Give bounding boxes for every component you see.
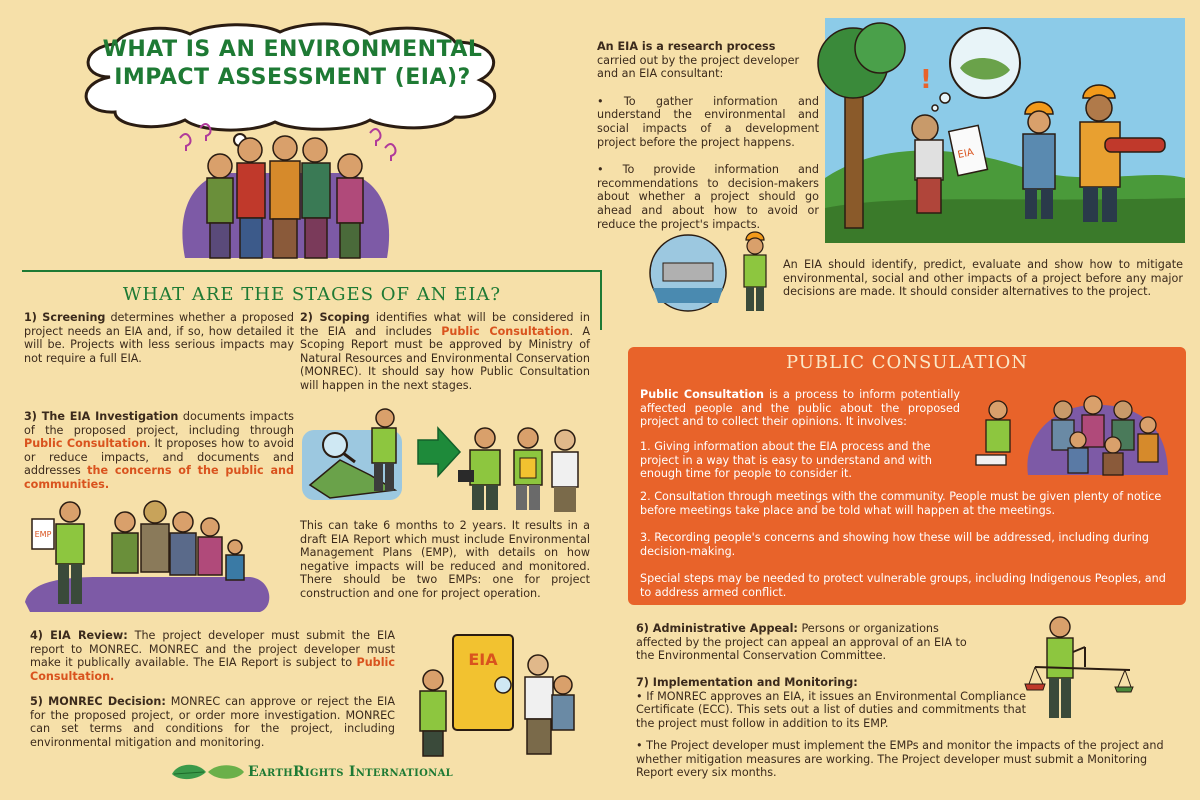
dam-engineer-illustration [648, 228, 768, 313]
stage-implementation-bullet-1: • If MONREC approves an EIA, it issues an Environmental Compliance Certificate (ECC). This sets out a list of duties and commitments that the project must follow in addition to its EMP. [636, 689, 1026, 730]
research-heading: An EIA is a research process [597, 40, 776, 53]
footer-logo-text: EarthRights International [248, 764, 453, 780]
stage-screening-text: determines whether a proposed project needs an EIA and, if so, how detailed it will be. Projects with less serious impacts may not require a full EIA. [24, 311, 294, 365]
emp-community-illustration [20, 497, 275, 615]
stage-scoping [300, 311, 590, 393]
stage-review-label: 4) EIA Review: [30, 629, 128, 642]
stage-investigation-highlight-2: the concerns of the public and communities. [24, 464, 294, 491]
stage-appeal-label: 6) Administrative Appeal: [636, 622, 798, 635]
title-line-2: IMPACT ASSESSMENT (EIA)? [114, 65, 471, 90]
stage-implementation [636, 676, 1026, 730]
stage-scoping-label: 2) Scoping [300, 311, 370, 324]
research-block [597, 40, 819, 231]
stage-screening [24, 311, 294, 365]
public-consultation-point-3: 3. Recording people's concerns and showing how these will be addressed, including during decision-making. [640, 531, 1149, 558]
public-consultation-label: Public Consultation [640, 388, 764, 401]
stage-scoping-text-2: . A Scoping Report must be approved by Ministry of Natural Resources and Environmental Conservation (MONREC). It should say how Public Consultation will happen in the next stages. [300, 324, 591, 392]
page-title [95, 36, 490, 92]
stages-title: WHAT ARE THE STAGES OF AN EIA? [122, 284, 502, 305]
stage-decision-label: 5) MONREC Decision: [30, 695, 166, 708]
public-consultation-point-2: 2. Consultation through meetings with the community. People must be given plenty of notice before meetings take place and be told what will happen at the meetings. [640, 490, 1162, 517]
forest-workers-illustration [825, 18, 1185, 243]
stage-investigation [24, 410, 294, 492]
stage-duration-text: This can take 6 months to 2 years. It results in a draft EIA Report which must include Environmental Management Plans (EMP), with details on how negative impacts will be reduced and monitored. There should be two EMPs: one for project construction and one for project operation. [300, 519, 590, 600]
stage-investigation-highlight-1: Public Consultation [24, 437, 147, 451]
scoping-illustration [300, 400, 590, 515]
earthrights-leaf-logo-icon [168, 760, 248, 784]
stage-review-highlight: Public Consultation. [30, 656, 395, 683]
section-divider [22, 270, 602, 272]
research-summary: An EIA should identify, predict, evaluate and show how to mitigate environmental, social and other impacts of a project before any major decisions are made. It should consider alternatives to the project. [783, 258, 1183, 299]
stage-review [30, 629, 395, 683]
public-consultation-intro-text: is a process to inform potentially affected people and the public about the proposed project and to collect their opinions. It involves: [640, 388, 960, 429]
research-bullet-1: • To gather information and understand the environmental and social impacts of a development project before the project happens. [597, 94, 819, 149]
research-bullet-2: • To provide information and recommendations to decision-makers about whether a project should go ahead and about how to avoid or reduce the project's impacts. [597, 163, 819, 231]
public-consultation-point-1: 1. Giving information about the EIA process and the project in a way that is easy to understand and with enough time for people to consider it. [640, 440, 932, 481]
research-sign-text: EIA [956, 146, 975, 162]
stage-appeal [636, 622, 971, 663]
stage-investigation-label: 3) The EIA Investigation [24, 410, 179, 423]
svg-text:!: ! [920, 65, 932, 95]
stage-implementation-label: 7) Implementation and Monitoring: [636, 676, 858, 689]
eia-review-illustration [408, 625, 578, 760]
title-line-1: WHAT IS AN ENVIRONMENTAL [102, 37, 483, 62]
stage-investigation-text-2: . It proposes how to avoid or reduce impacts, and documents and addresses [24, 437, 294, 478]
justice-scales-illustration [1015, 612, 1135, 724]
stage-investigation-text-1: documents impacts of the proposed project, including through [24, 410, 295, 437]
stage-review-text: The project developer must submit the EIA report to MONREC. MONREC and the project developer must make it publically available. The EIA Report is subject to [30, 629, 395, 670]
stage-implementation-bullet-2: • The Project developer must implement the EMPs and monitor the impacts of the project and whether mitigation measures are working. The Project developer must submit a Monitoring Report every six months. [636, 739, 1164, 780]
stage-scoping-text-1: identifies what will be considered in the EIA and includes [300, 311, 591, 338]
public-consultation-intro [640, 388, 960, 429]
eia-board-text: EIA [468, 650, 498, 669]
stage-decision-text: MONREC can approve or reject the EIA for the proposed project, or order more investigation. MONREC can set terms and conditions for the project, including environmental mitigation and monitoring. [30, 695, 395, 749]
stage-screening-label: 1) Screening [24, 311, 106, 324]
community-meeting-illustration [968, 380, 1173, 480]
stage-decision [30, 695, 395, 749]
public-consultation-title: PUBLIC CONSULATION [785, 352, 1029, 373]
confused-villagers-illustration [165, 118, 405, 268]
stage-scoping-highlight: Public Consultation [441, 324, 570, 338]
research-intro: carried out by the project developer and an EIA consultant: [597, 53, 800, 81]
emp-sign-text: EMP [34, 530, 52, 539]
public-consultation-special: Special steps may be needed to protect vulnerable groups, including Indigenous Peoples, and to address armed conflict. [640, 572, 1166, 599]
stage-appeal-text: Persons or organizations affected by the project can appeal an approval of an EIA to the Environmental Conservation Committee. [636, 622, 967, 663]
